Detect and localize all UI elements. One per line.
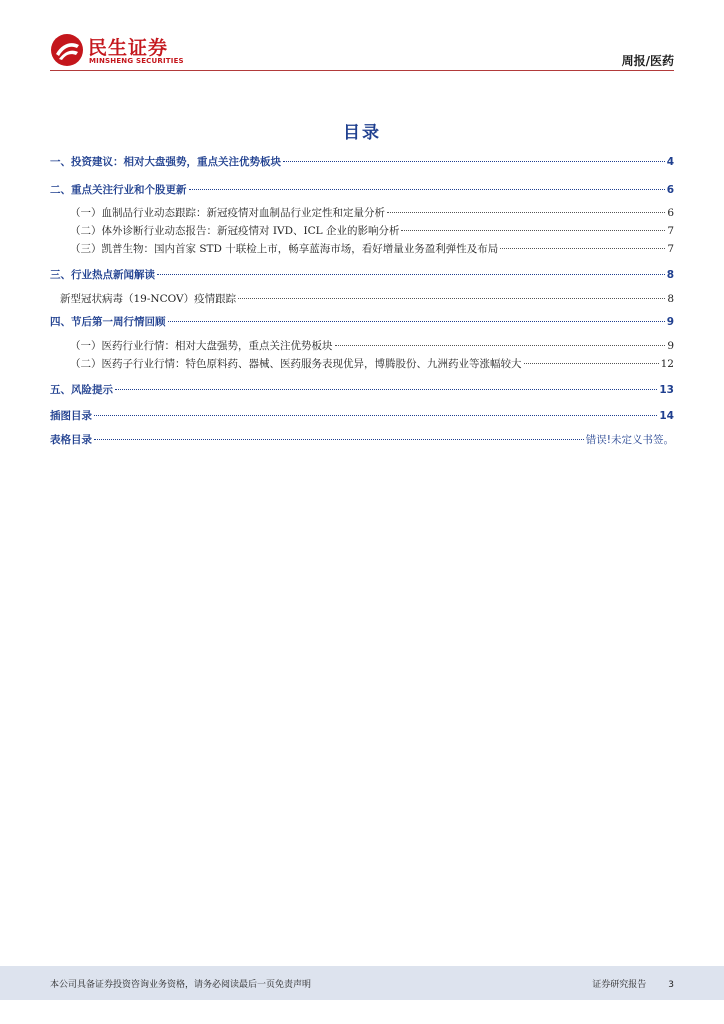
toc-entry[interactable] [50, 315, 674, 329]
toc-entry[interactable] [50, 292, 674, 306]
company-logo [50, 30, 190, 70]
toc-leader-dots [157, 274, 665, 275]
toc-entry-title: 新型冠状病毒（19-NCOV）疫情跟踪 [60, 293, 237, 305]
toc-leader-dots [401, 230, 665, 231]
footer-disclaimer: 本公司具备证券投资咨询业务资格，请务必阅读最后一页免责声明 [50, 980, 312, 990]
toc-leader-dots [387, 212, 665, 213]
toc-entry-title: 二、重点关注行业和个股更新 [50, 184, 187, 196]
toc-entry-title: （一）医药行业行情：相对大盘强势，重点关注优势板块 [70, 340, 333, 352]
toc-entry-page: 7 [667, 243, 674, 255]
toc-entry-page: 13 [659, 384, 674, 396]
toc-entry-title: 表格目录 [50, 434, 92, 446]
toc-entry[interactable] [50, 409, 674, 423]
footer-meta [570, 977, 674, 990]
toc-leader-dots [94, 439, 584, 440]
toc-entry[interactable] [50, 383, 674, 397]
toc-leader-dots [335, 345, 666, 346]
toc-entry-page: 14 [659, 410, 674, 422]
toc-entry-title: （二）医药子行业行情：特色原料药、器械、医药服务表现优异，博腾股份、九洲药业等涨幅较大 [70, 358, 522, 370]
page-footer [0, 966, 724, 1000]
toc-entry-title: 五、风险提示 [50, 384, 113, 396]
toc-entry[interactable] [50, 242, 674, 256]
toc-leader-dots [500, 248, 665, 249]
toc-entry-page: 9 [666, 316, 674, 328]
toc-leader-dots [524, 363, 659, 364]
toc-entry-page: 6 [666, 184, 674, 196]
toc-leader-dots [94, 415, 657, 416]
report-category: 周报/医药 [621, 54, 674, 68]
toc-entry-page: 9 [667, 340, 674, 352]
toc-entry-page: 8 [666, 269, 674, 281]
toc-entry-title: （三）凯普生物：国内首家 STD 十联检上市，畅享蓝海市场，看好增量业务盈利弹性及布局 [70, 243, 499, 255]
footer-report-type: 证券研究报告 [592, 980, 647, 990]
toc-leader-dots [283, 161, 665, 162]
toc-entry-title: 四、节后第一周行情回顾 [50, 316, 166, 328]
toc-entry[interactable] [50, 155, 674, 169]
toc-entry-title: （二）体外诊断行业动态报告：新冠疫情对 IVD、ICL 企业的影响分析 [70, 225, 400, 237]
toc-leader-dots [189, 189, 665, 190]
toc-entry[interactable] [50, 357, 674, 371]
toc-leader-dots [168, 321, 665, 322]
toc-entry-page: 错误!未定义书签。 [585, 434, 674, 446]
toc-entry[interactable] [50, 433, 674, 447]
page-title: 目录 [343, 123, 381, 143]
toc-entry-page: 4 [666, 156, 674, 168]
toc-entry-title: 一、投资建议：相对大盘强势，重点关注优势板块 [50, 156, 281, 168]
logo-emblem-icon [50, 33, 84, 67]
page-number: 3 [668, 980, 674, 990]
toc-entry-page: 12 [660, 358, 674, 370]
toc-leader-dots [115, 389, 657, 390]
toc-entry[interactable] [50, 183, 674, 197]
toc-entry-page: 8 [667, 293, 674, 305]
logo-text-cn: 民生证券 [88, 37, 169, 59]
toc-entry[interactable] [50, 206, 674, 220]
header-divider [50, 70, 674, 71]
toc-entry[interactable] [50, 224, 674, 238]
toc-entry-page: 6 [667, 207, 674, 219]
toc-leader-dots [238, 298, 665, 299]
page-header [50, 30, 674, 72]
toc-entry-title: （一）血制品行业动态跟踪：新冠疫情对血制品行业定性和定量分析 [70, 207, 385, 219]
toc-entry[interactable] [50, 339, 674, 353]
toc-entry-page: 7 [667, 225, 674, 237]
toc-entry-title: 插图目录 [50, 410, 92, 422]
logo-text-en: MINSHENG SECURITIES [89, 57, 184, 65]
toc-entry-title: 三、行业热点新闻解读 [50, 269, 155, 281]
toc-entry[interactable] [50, 268, 674, 282]
